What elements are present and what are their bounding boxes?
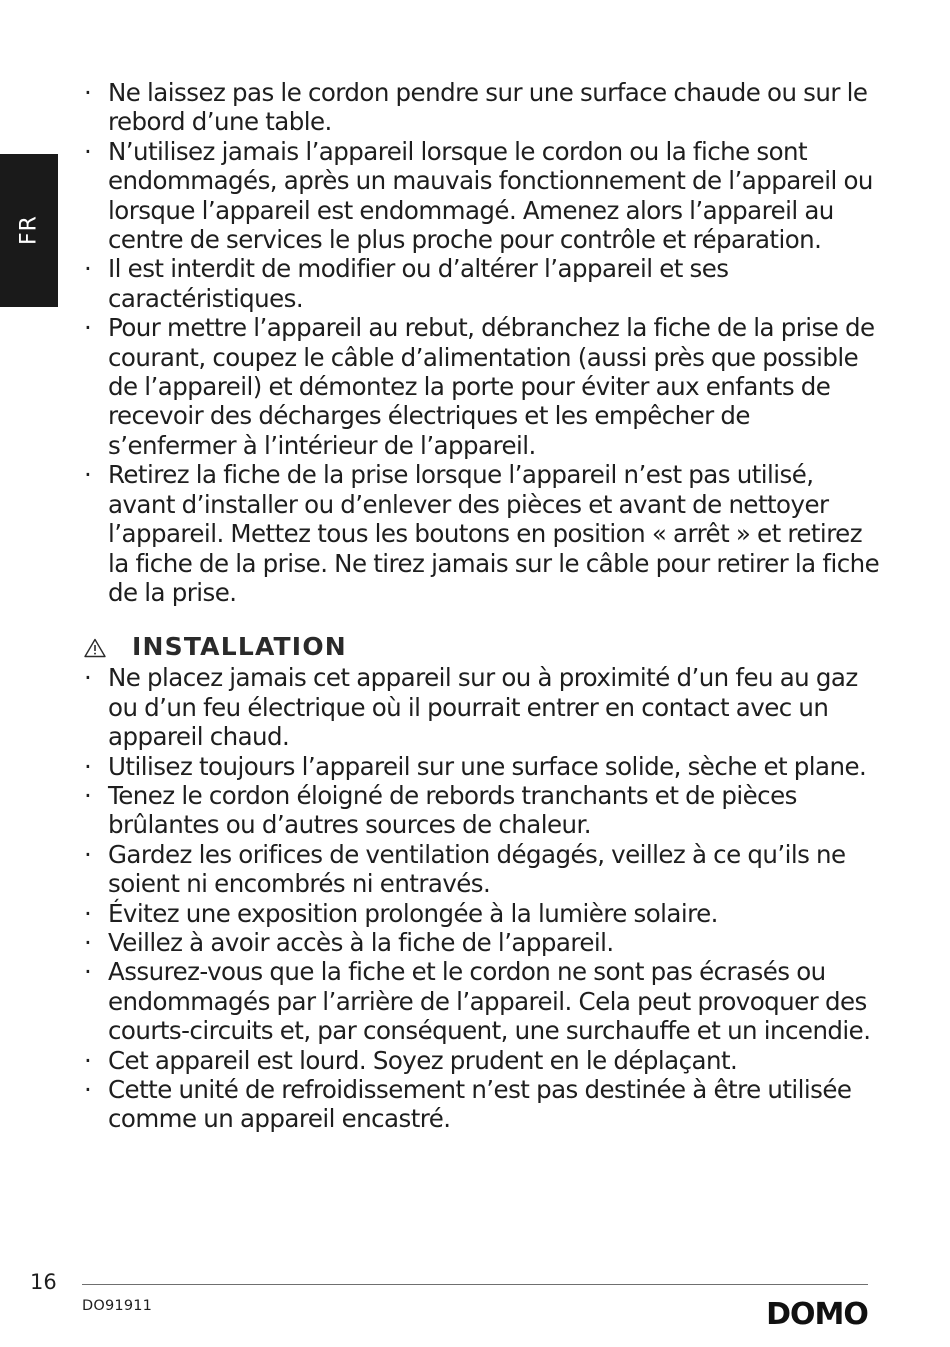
brand-logo <box>765 1290 869 1336</box>
bullet-icon: · <box>84 780 92 810</box>
bullet-icon: · <box>84 460 92 490</box>
list-item: · Veillez à avoir accès à la fiche de l’appareil. <box>84 927 614 957</box>
bullet-icon: · <box>84 663 92 693</box>
bullet-icon: · <box>84 927 92 957</box>
section-title: INSTALLATION <box>132 632 347 662</box>
warning-triangle-icon <box>84 638 106 658</box>
list-item: · Il est interdit de modifier ou d’altérer l’appareil et ses caractéristiques. <box>84 254 729 313</box>
language-tab <box>0 154 58 307</box>
safety-list <box>84 78 884 607</box>
list-item: · Retirez la fiche de la prise lorsque l’appareil n’est pas utilisé, avant d’installer ou d’enlever des pièces et avant de nettoyer l’appareil. Mettez tous les boutons en position « arrêt » et retirez la fiche de la prise. Ne tirez jamais sur le câble pour retirer la fiche de la prise. <box>84 460 880 607</box>
list-item: · Évitez une exposition prolongée à la lumière solaire. <box>84 898 718 928</box>
list-item: · N’utilisez jamais l’appareil lorsque le cordon ou la fiche sont endommagés, après un mauvais fonctionnement de l’appareil ou lorsque l’appareil est endommagé. Amenez alors l’appareil au centre de services le plus proche pour contrôle et réparation. <box>84 136 873 255</box>
language-label: FR <box>16 215 42 245</box>
list-item: · Assurez-vous que la fiche et le cordon ne sont pas écrasés ou endommagés par l’arrière de l’appareil. Cela peut provoquer des courts-circuits et, par conséquent, une surchauffe et un incendie. <box>84 957 871 1046</box>
bullet-icon: · <box>84 136 92 166</box>
bullet-icon: · <box>84 254 92 284</box>
bullet-icon: · <box>84 839 92 869</box>
bullet-icon: · <box>84 751 92 781</box>
list-item: · Gardez les orifices de ventilation dégagés, veillez à ce qu’ils ne soient ni encombrés ni entravés. <box>84 839 846 899</box>
bullet-icon: · <box>84 898 92 928</box>
footer-divider <box>82 1284 868 1285</box>
list-item: · Cette unité de refroidissement n’est pas destinée à être utilisée comme un appareil encastré. <box>84 1075 852 1134</box>
brand-logo-text: DOMO <box>766 1297 868 1332</box>
bullet-icon: · <box>84 1075 92 1104</box>
list-item: · Utilisez toujours l’appareil sur une surface solide, sèche et plane. <box>84 751 867 781</box>
page-number: 16 <box>30 1270 57 1294</box>
bullet-icon: · <box>84 78 92 107</box>
list-item: · Ne placez jamais cet appareil sur ou à proximité d’un feu au gaz ou d’un feu électrique où il pourrait entrer en contact avec un appareil chaud. <box>84 663 858 752</box>
list-item: · Ne laissez pas le cordon pendre sur une surface chaude ou sur le rebord d’une table. <box>84 78 868 137</box>
model-number: DO91911 <box>82 1298 153 1314</box>
list-item: · Pour mettre l’appareil au rebut, débranchez la fiche de la prise de courant, coupez le câble d’alimentation (aussi près que possible de l’appareil) et démontez la porte pour éviter aux enfants de recevoir des décharges électriques et les empêcher de s’enfermer à l’intérieur de l’appareil. <box>84 313 875 460</box>
list-item: · Cet appareil est lourd. Soyez prudent en le déplaçant. <box>84 1045 738 1075</box>
bullet-icon: · <box>84 957 92 987</box>
bullet-icon: · <box>84 313 92 343</box>
page-content <box>84 78 884 1134</box>
bullet-icon: · <box>84 1045 92 1075</box>
section-heading <box>84 631 884 663</box>
installation-list <box>84 663 884 1134</box>
list-item: · Tenez le cordon éloigné de rebords tranchants et de pièces brûlantes ou d’autres sources de chaleur. <box>84 780 797 840</box>
